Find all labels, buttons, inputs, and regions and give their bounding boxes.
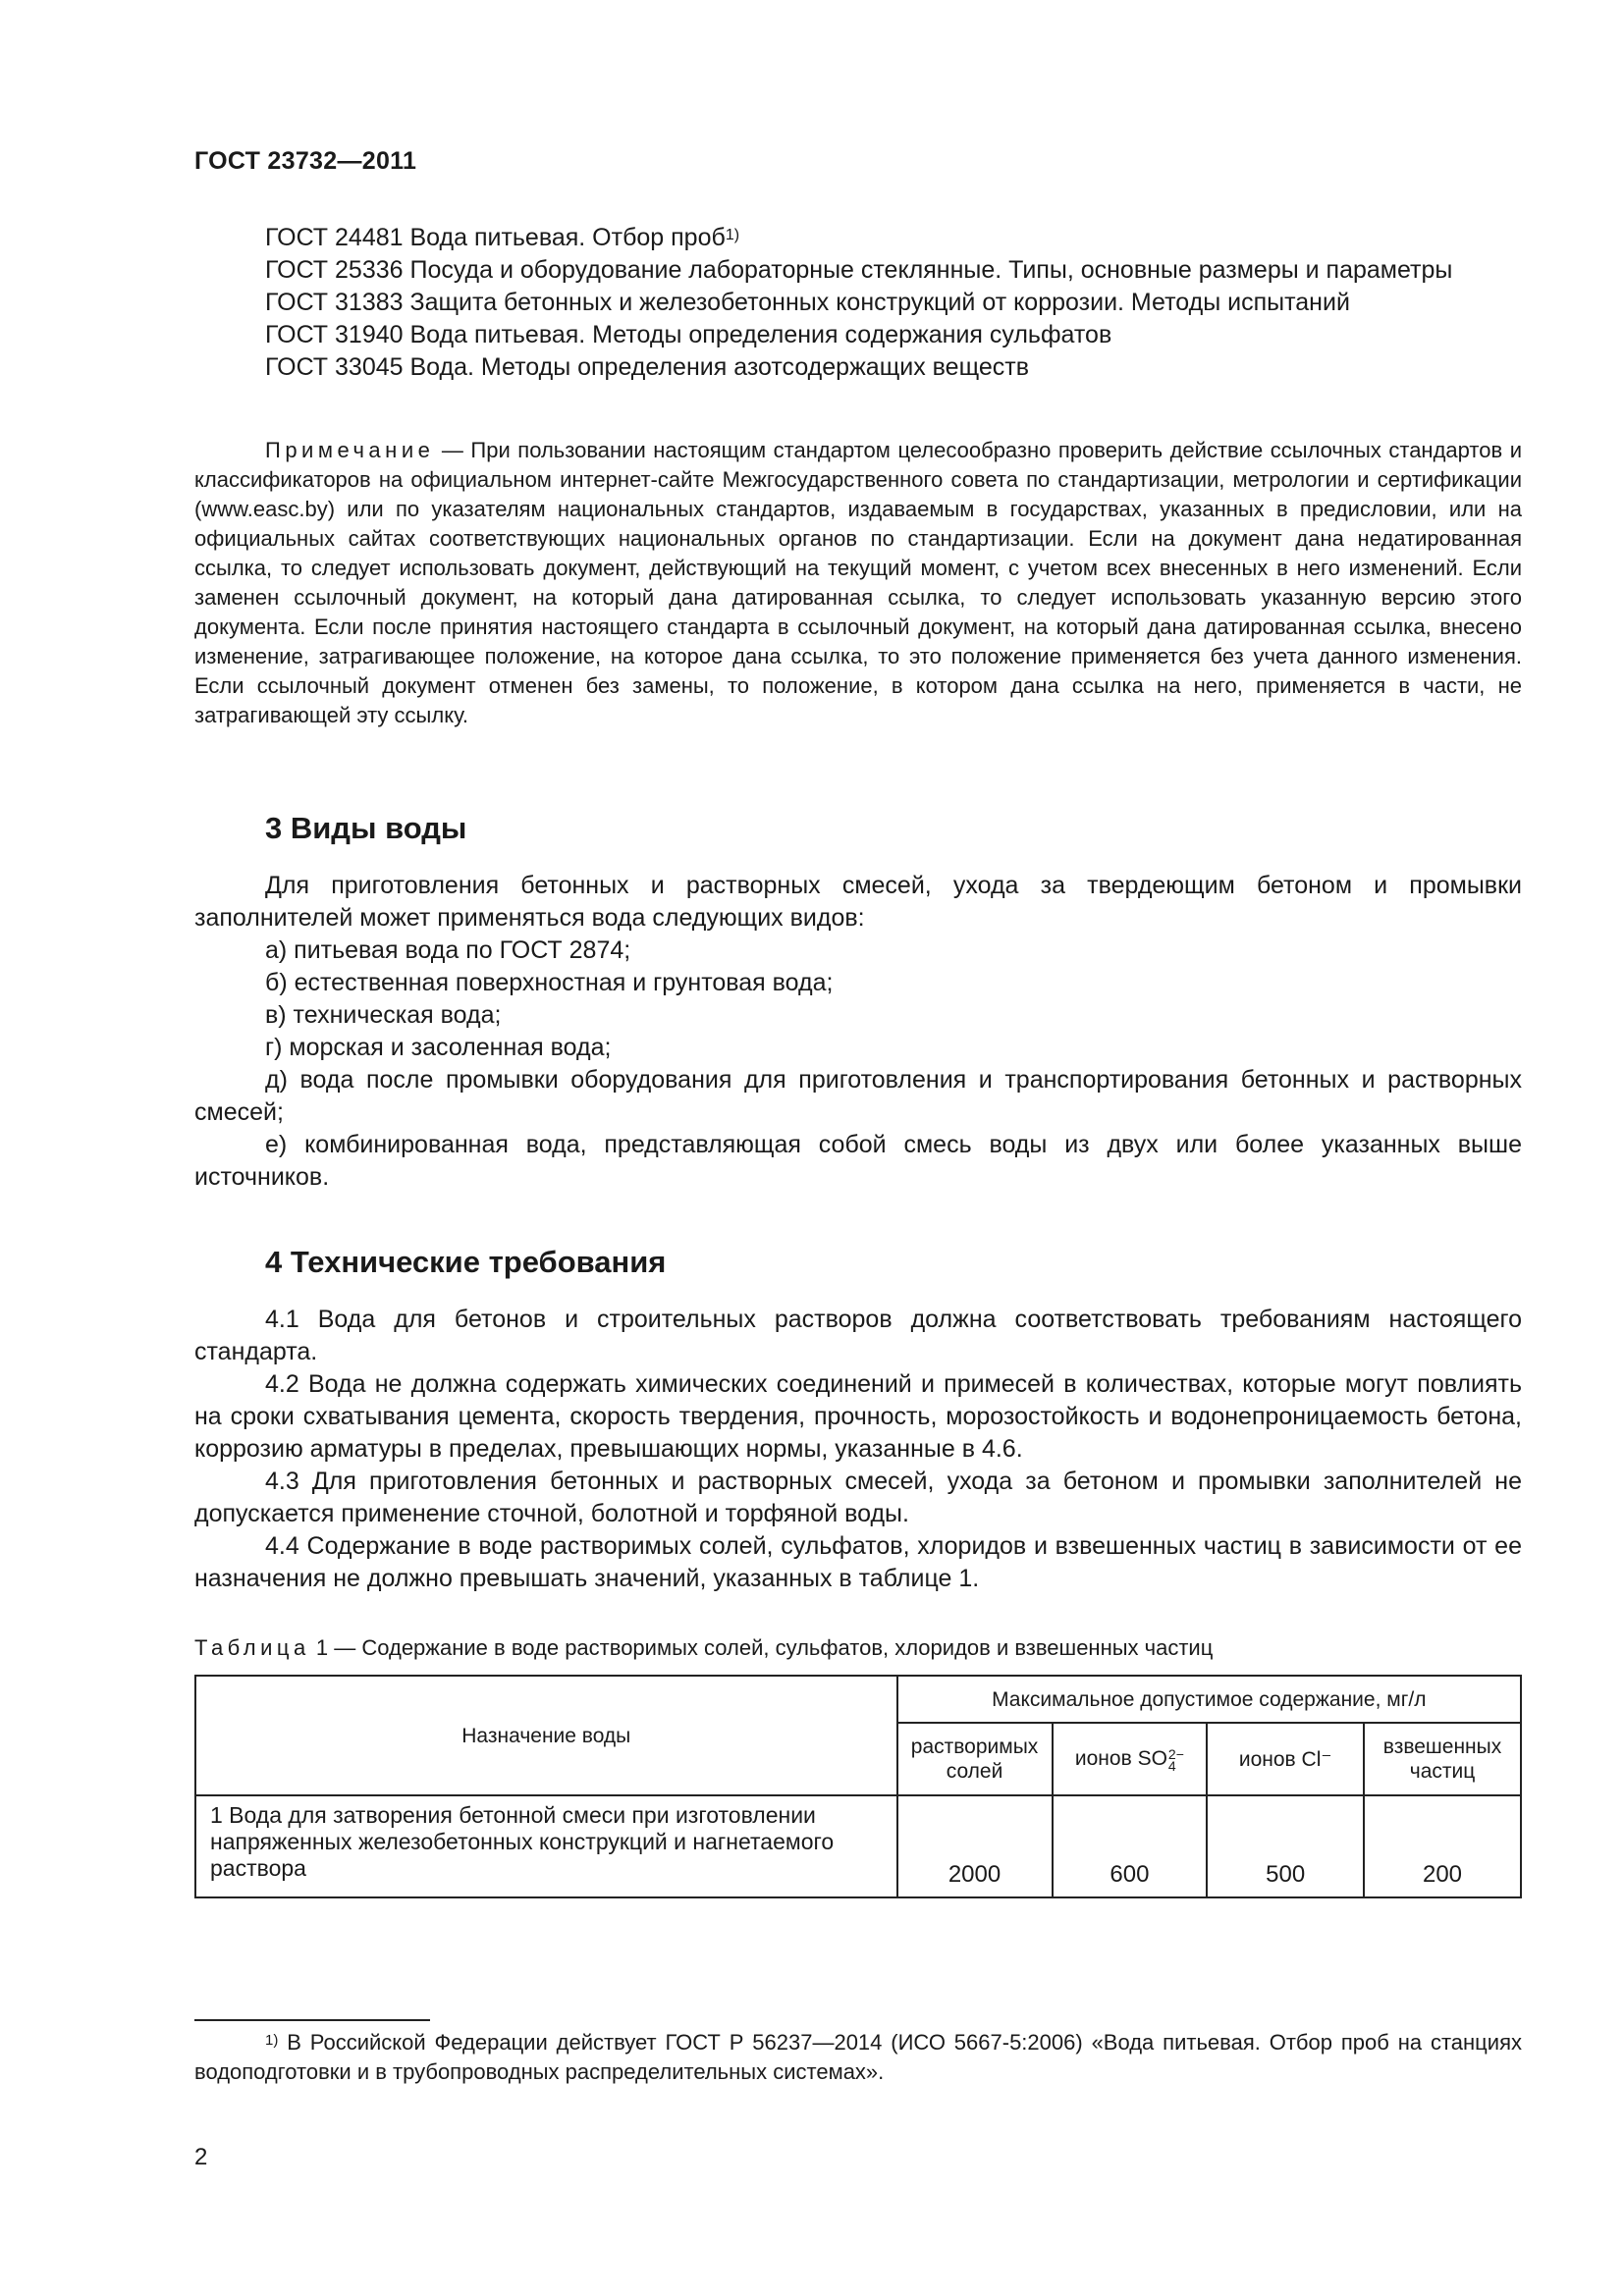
section-4-body xyxy=(194,1304,1522,1595)
cell-sulfates: 600 xyxy=(1053,1795,1208,1897)
reference-item: ГОСТ 24481 Вода питьевая. Отбор проб$^{1)}$ xyxy=(265,224,740,251)
cell-suspended: 200 xyxy=(1364,1795,1521,1897)
column-header-chlorides: ионов Cl⁻ xyxy=(1207,1723,1364,1795)
column-group-header: Максимальное допустимое содержание, мг/л xyxy=(897,1676,1521,1723)
reference-item: ГОСТ 31383 Защита бетонных и железобетонных конструкций от коррозии. Методы испытаний xyxy=(265,289,1350,316)
note-label: Примечание xyxy=(265,438,435,462)
normative-references-list xyxy=(194,222,1522,384)
note-block xyxy=(194,436,1522,730)
list-item: д) вода после промывки оборудования для приготовления и транспортирования бетонных и растворных смесей; xyxy=(194,1066,1522,1126)
reference-item: ГОСТ 31940 Вода питьевая. Методы определения содержания сульфатов xyxy=(265,321,1112,348)
list-item: в) техническая вода; xyxy=(265,1001,502,1029)
list-item: е) комбинированная вода, представляющая собой смесь воды из двух или более указанных выше источников. xyxy=(194,1131,1522,1191)
column-header-suspended: взвешенных частиц xyxy=(1364,1723,1521,1795)
cell-chlorides: 500 xyxy=(1207,1795,1364,1897)
paragraph: 4.4 Содержание в воде растворимых солей, сульфатов, хлоридов и взвешенных частиц в зависимости от ее назначения не должно превышать значений, указанных в таблице 1. xyxy=(194,1532,1522,1592)
table-caption xyxy=(194,1635,1213,1661)
table-row xyxy=(195,1795,1521,1897)
paragraph: 4.3 Для приготовления бетонных и растворных смесей, ухода за бетоном и промывки заполнителей не допускается применение сточной, болотной и торфяной воды. xyxy=(194,1468,1522,1527)
footnote-text: В Российской Федерации действует ГОСТ Р 56237—2014 (ИСО 5667-5:2006) «Вода питьевая. Отбор проб на станциях водоподготовки и в трубопроводных распределительных системах». xyxy=(194,2030,1522,2084)
water-content-table xyxy=(194,1675,1522,1898)
paragraph: Для приготовления бетонных и растворных смесей, ухода за твердеющим бетоном и промывки заполнителей может применяться вода следующих видов: xyxy=(194,872,1522,932)
cell-salts: 2000 xyxy=(897,1795,1053,1897)
column-header-purpose: Назначение воды xyxy=(195,1676,897,1795)
table-caption-text: 1 — Содержание в воде растворимых солей, сульфатов, хлоридов и взвешенных частиц xyxy=(309,1635,1214,1660)
page-number: 2 xyxy=(194,2144,208,2170)
cell-purpose: 1 Вода для затворения бетонной смеси при изготовлении напряженных железобетонных конструкций и нагнетаемого раствора xyxy=(195,1795,897,1897)
column-header-sulfates: ионов SO2− 4 xyxy=(1053,1723,1208,1795)
list-item: б) естественная поверхностная и грунтовая вода; xyxy=(265,969,834,996)
list-item: а) питьевая вода по ГОСТ 2874; xyxy=(265,936,631,964)
paragraph: 4.2 Вода не должна содержать химических соединений и примесей в количествах, которые могут повлиять на сроки схватывания цемента, скорость твердения, прочность, морозостойкость и водонепроницаемость бетона, коррозию арматуры в пределах, превышающих нормы, указанные в 4.6. xyxy=(194,1370,1522,1463)
footnote-mark: 1) xyxy=(265,2032,279,2049)
footnote xyxy=(194,2028,1522,2087)
list-item: г) морская и засоленная вода; xyxy=(265,1034,612,1061)
section-3-title: 3 Виды воды xyxy=(265,811,467,845)
document-header: ГОСТ 23732—2011 xyxy=(194,147,417,175)
reference-item: ГОСТ 25336 Посуда и оборудование лабораторные стеклянные. Типы, основные размеры и параметры xyxy=(265,256,1453,284)
column-header-salts: растворимых солей xyxy=(897,1723,1053,1795)
section-3-body xyxy=(194,870,1522,1194)
note-text: — При пользовании настоящим стандартом целесообразно проверить действие ссылочных стандартов и классификаторов на официальном интернет-сайте Межгосударственного совета по стандартизации, метрологии и сертификации (www.easc.by) или по указателям национальных стандартов, издаваемым в государствах, указанных в предисловии, или на официальных сайтах соответствующих национальных органов по стандартизации. Если на документ дана недатированная ссылка, то следует использовать документ, действующий на текущий момент, с учетом всех внесенных в него изменений. Если заменен ссылочный документ, на который дана датированная ссылка, то следует использовать указанную версию этого документа. Если после принятия настоящего стандарта в ссылочный документ, на который дана датированная ссылка, внесено изменение, затрагивающее положение, на которое дана ссылка, то это положение применяется без учета данного изменения. Если ссылочный документ отменен без замены, то положение, в котором дана ссылка на него, применяется в части, не затрагивающей эту ссылку. xyxy=(194,438,1522,727)
footnote-mark: 1) xyxy=(725,227,740,243)
table-caption-label: Таблица xyxy=(194,1635,310,1660)
footnote-divider xyxy=(194,2019,430,2021)
paragraph: 4.1 Вода для бетонов и строительных растворов должна соответствовать требованиям настоящего стандарта. xyxy=(194,1306,1522,1365)
section-4-title: 4 Технические требования xyxy=(265,1245,667,1279)
reference-item: ГОСТ 33045 Вода. Методы определения азотсодержащих веществ xyxy=(265,353,1030,381)
